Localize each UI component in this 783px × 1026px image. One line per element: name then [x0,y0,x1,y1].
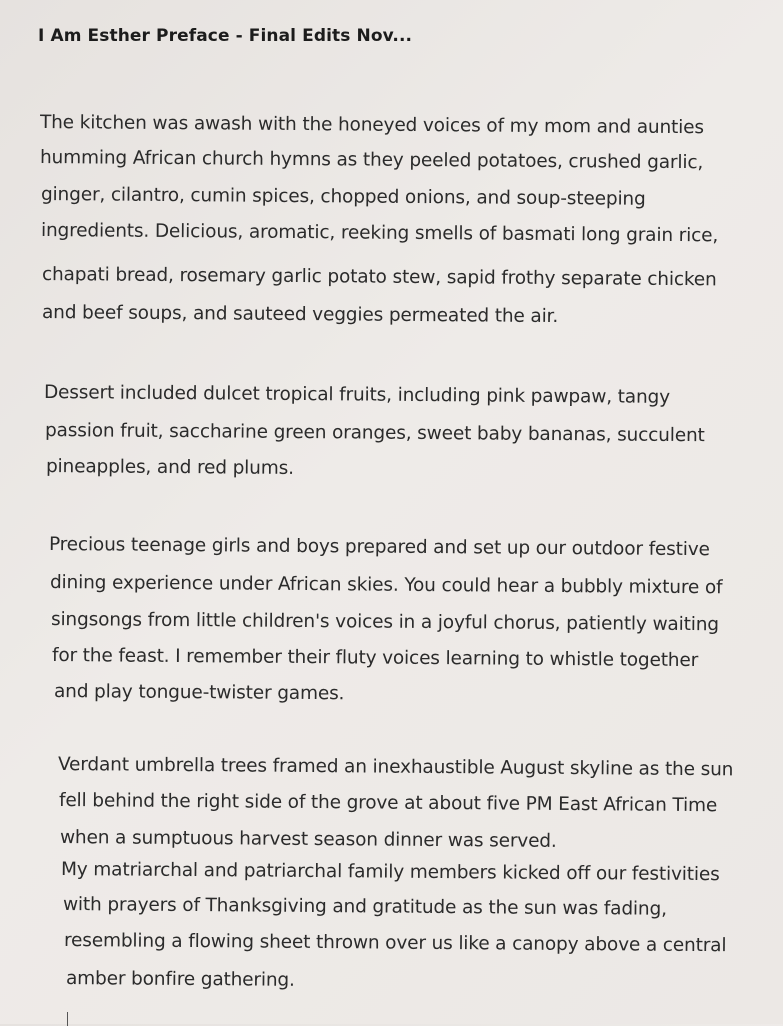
text-line: and beef soups, and sauteed veggies permeated the air. [41,302,559,328]
text-line: humming African church hymns as they peeled potatoes, crushed garlic, [39,147,704,174]
text-line: pineapples, and red plums. [45,456,294,479]
text-line: dining experience under African skies. You could hear a bubbly mixture of [49,572,723,599]
text-line: for the feast. I remember their fluty voices learning to whistle together [51,645,699,672]
text-line: and play tongue-twister games. [53,681,345,705]
text-line: resembling a flowing sheet thrown over us like a canopy above a central [63,930,727,957]
text-line: ginger, cilantro, cumin spices, chopped onions, and soup-steeping [40,184,646,210]
text-line: passion fruit, saccharine green oranges, sweet baby bananas, succulent [44,420,705,447]
text-line: with prayers of Thanksgiving and gratitude as the sun was fading, [62,894,667,920]
document-title: I Am Esther Preface - Final Edits Nov... [38,26,413,46]
text-line: chapati bread, rosemary garlic potato stew, sapid frothy separate chicken [41,264,717,291]
text-line: Verdant umbrella trees framed an inexhaustible August skyline as the sun [57,754,734,781]
text-line: The kitchen was awash with the honeyed voices of my mom and aunties [39,112,704,139]
text-line: Precious teenage girls and boys prepared and set up our outdoor festive [48,534,710,561]
text-line: singsongs from little children's voices in a joyful chorus, patiently waiting [50,609,719,636]
text-line: ingredients. Delicious, aromatic, reeking smells of basmati long grain rice, [40,220,719,247]
text-line: Dessert included dulcet tropical fruits, including pink pawpaw, tangy [43,382,671,408]
text-line: My matriarchal and patriarchal family members kicked off our festivities [60,859,720,886]
text-line: amber bonfire gathering. [65,968,295,991]
text-line: when a sumptuous harvest season dinner was served. [59,827,557,852]
text-line: fell behind the right side of the grove at about five PM East African Time [58,790,718,817]
